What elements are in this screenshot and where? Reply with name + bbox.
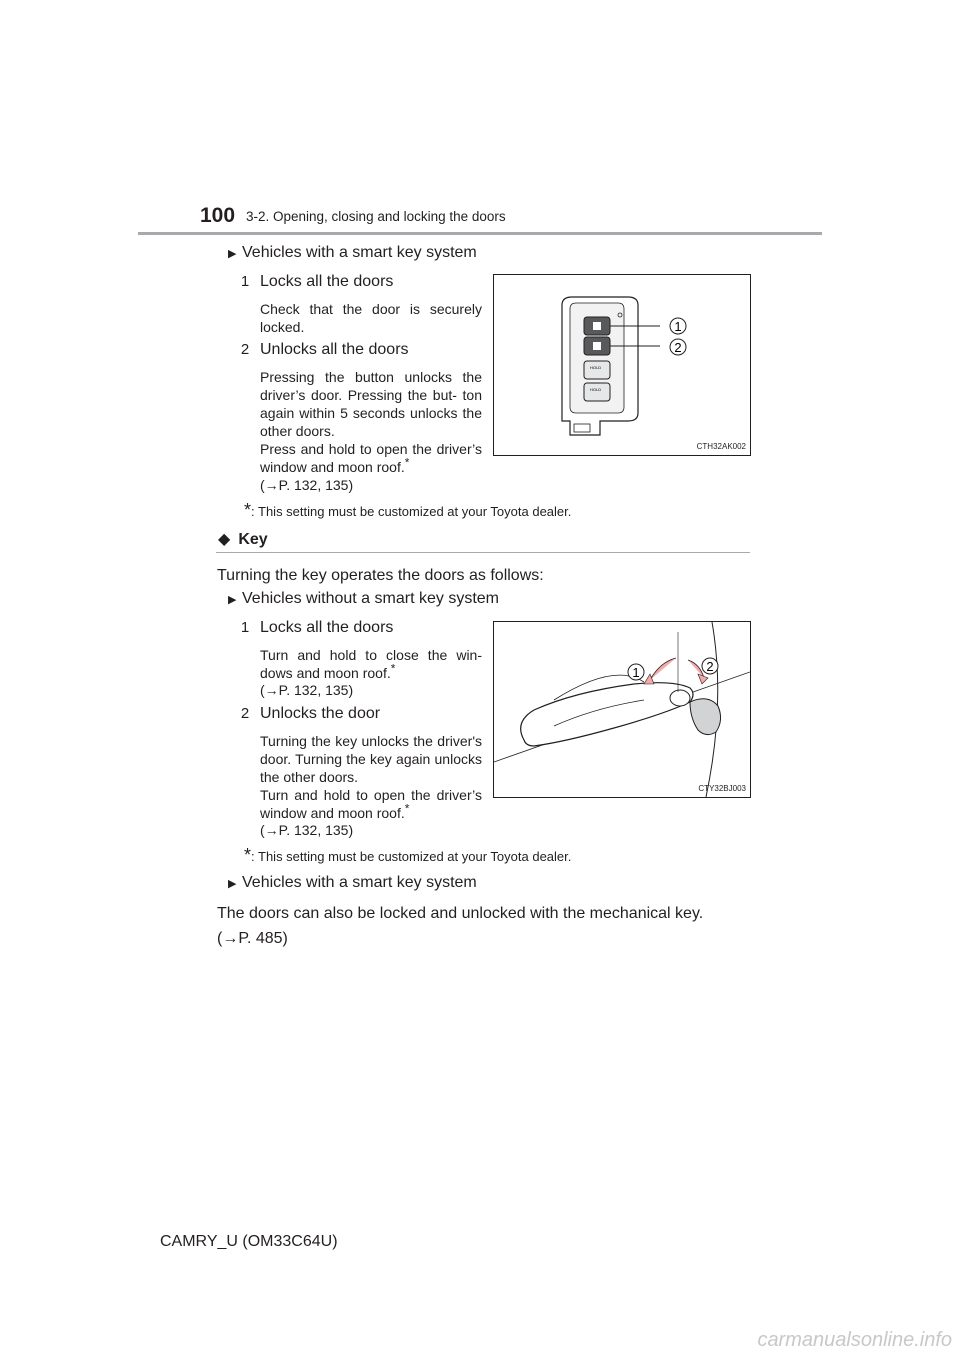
item-label: Unlocks the door: [260, 705, 381, 722]
footnote: [244, 845, 571, 866]
footnote-marker: *: [390, 661, 396, 676]
smart-key-fob-illustration: [494, 275, 750, 455]
desc-text: Press and hold to open the driver’s window and moon roof.: [260, 441, 482, 475]
section-title: 3-2. Opening, closing and locking the doors: [246, 209, 506, 224]
callout-1: 1: [632, 665, 640, 680]
item-description: Turning the key unlocks the driver's door. Turning the key again unlocks the other doors.: [260, 733, 482, 785]
item-description: Check that the door is securely locked.: [260, 301, 482, 335]
key-heading: [218, 529, 268, 549]
desc-text: Turn and hold to open the driver’s window and moon roof.: [260, 787, 482, 821]
bullet-smart-key-2: [228, 874, 477, 892]
callout-2: 2: [706, 659, 714, 674]
number-1-icon: 1: [240, 619, 250, 636]
footnote-text: : This setting must be customized at your Toyota dealer.: [251, 849, 572, 864]
footnote-marker: *: [244, 845, 252, 865]
item-description-2: [260, 440, 482, 476]
item-label: Unlocks all the doors: [260, 341, 409, 358]
footnote: [244, 500, 571, 521]
footnote-marker: *: [244, 500, 252, 520]
smart-key-figure: [493, 274, 751, 456]
item-description-2: [260, 786, 482, 822]
item-label: Locks all the doors: [260, 619, 394, 636]
number-2-icon: 2: [240, 341, 250, 358]
key-intro: Turning the key operates the doors as follows:: [217, 567, 544, 584]
bullet-text: Vehicles without a smart key system: [242, 590, 499, 607]
footnote-text: : This setting must be customized at your Toyota dealer.: [251, 504, 572, 519]
figure-code: CTH32AK002: [696, 442, 746, 451]
watermark: carmanualsonline.info: [757, 1329, 952, 1351]
triangle-arrow-icon: ▶: [228, 878, 237, 890]
footnote-marker: *: [404, 455, 410, 470]
triangle-arrow-icon: ▶: [228, 594, 237, 606]
number-2-icon: 2: [240, 705, 250, 722]
page-number: 100: [200, 204, 236, 227]
callout-1: 1: [674, 319, 682, 334]
triangle-arrow-icon: ▶: [228, 248, 237, 260]
item-locks-all-key: [238, 619, 393, 637]
diamond-bullet-icon: ◆: [218, 531, 231, 548]
item-label: Locks all the doors: [260, 273, 394, 290]
footnote-marker: *: [404, 801, 410, 816]
hold-label: HOLD: [590, 387, 602, 392]
number-1-icon: 1: [240, 273, 250, 290]
item-unlocks-all: [238, 341, 409, 359]
desc-text: Turn and hold to close the win- dows and moon roof.: [260, 647, 482, 681]
page-reference[interactable]: (→P. 132, 135): [260, 477, 354, 493]
door-handle-key-illustration: [494, 622, 750, 797]
hold-label: HOLD: [590, 365, 602, 370]
bullet-text: Vehicles with a smart key system: [242, 244, 477, 261]
bullet-no-smart-key: [228, 590, 499, 608]
item-description: Pressing the button unlocks the driver’s door. Pressing the but- ton again within 5 seconds unlocks the other doors.: [260, 369, 482, 439]
page-reference[interactable]: (→P. 132, 135): [260, 822, 354, 838]
footer-model: CAMRY_U (OM33C64U): [160, 1233, 338, 1250]
figure-code: CTY32BJ003: [698, 784, 746, 793]
key-heading-divider: [216, 552, 750, 553]
header-divider: [138, 232, 822, 235]
item-unlocks-door: [238, 705, 380, 723]
heading-text: Key: [238, 531, 268, 548]
mechanical-key-reference[interactable]: (→P. 485): [217, 930, 288, 947]
page-reference[interactable]: (→P. 132, 135): [260, 682, 354, 698]
door-key-figure: [493, 621, 751, 798]
item-locks-all: [238, 273, 393, 291]
mechanical-key-text: The doors can also be locked and unlocked with the mechanical key.: [217, 905, 704, 922]
item-description: [260, 646, 482, 682]
bullet-text: Vehicles with a smart key system: [242, 874, 477, 891]
bullet-smart-key: [228, 244, 477, 262]
callout-2: 2: [674, 340, 682, 355]
